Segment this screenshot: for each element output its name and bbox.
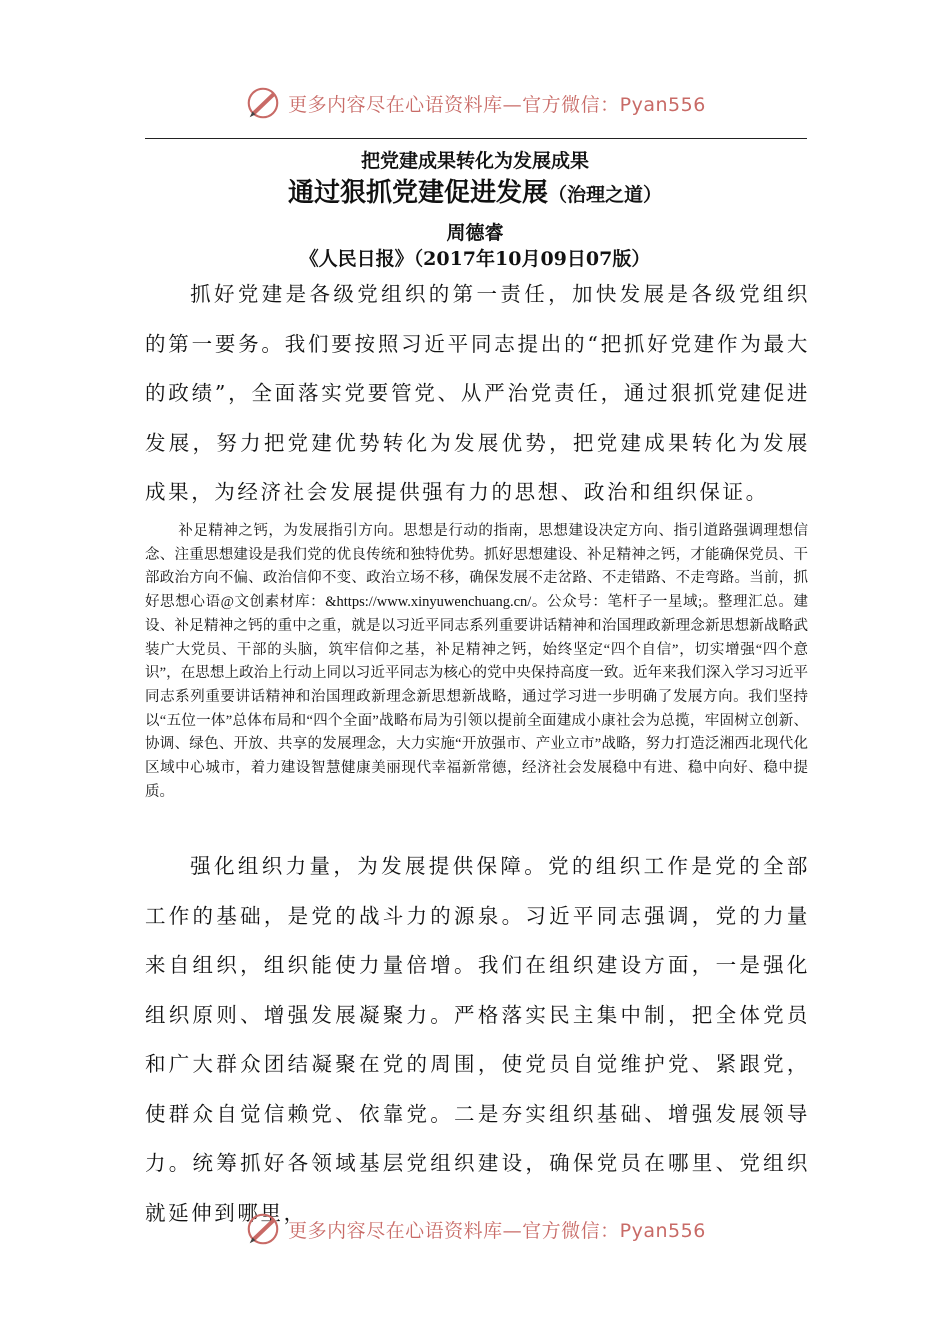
title-tag: （治理之道） <box>548 184 663 206</box>
paragraph-intro: 抓好党建是各级党组织的第一责任，加快发展是各级党组织的第一要务。我们要按照习近平同志提出的“把抓好党建作为最大的政绩”，全面落实党要管党、从严治党责任，通过狠抓党建促进发展，努力把党建优势转化为发展优势，把党建成果转化为发展成果，为经济社会发展提供强有力的思想、政治和组织保证。 <box>145 282 810 504</box>
pen-logo-icon <box>244 1210 282 1248</box>
paragraph-spirit: 补足精神之钙，为发展指引方向。思想是行动的指南，思想建设决定方向、指引道路强调理想信念、注重思想建设是我们党的优良传统和独特优势。抓好思想建设、补足精神之钙，才能确保党员、干部政治方向不偏、政治信仰不变、政治立场不移，确保发展不走岔路、不走错路、不走弯路。当前，抓好思想心语@文创素材库：&https://www.xinyuwenchuang.cn/。公众号：笔杆子一星域;。整理汇总。建设、补足精神之钙的重中之重，就是以习近平同志系列重要讲话精神和治国理政新理念新思想新战略武装广大党员、干部的头脑，筑牢信仰之基，补足精神之钙，始终坚定“四个自信”，切实增强“四个意识”，在思想上政治上行动上同以习近平同志为核心的党中央保持高度一致。近年来我们深入学习习近平同志系列重要讲话精神和治国理政新理念新思想新战略，通过学习进一步明确了发展方向。我们坚持以“五位一体”总体布局和“四个全面”战略布局为引领以提前全面建成小康社会为总揽，牢固树立创新、协调、绿色、开放、共享的发展理念，大力实施“开放强市、产业立市”战略，努力打造泛湘西北现代化区域中心城市，着力建设智慧健康美丽现代幸福新常德，经济社会发展稳中有进、稳中向好、稳中提质。 <box>145 523 808 800</box>
watermark-header <box>0 82 950 124</box>
pen-logo-icon <box>244 84 282 122</box>
article-subtitle: 把党建成果转化为发展成果 <box>360 150 589 172</box>
header-divider <box>145 138 807 139</box>
paragraph-organization: 强化组织力量，为发展提供保障。党的组织工作是党的全部工作的基础，是党的战斗力的源泉。习近平同志强调，党的力量来自组织，组织能使力量倍增。我们在组织建设方面，一是强化组织原则、增强发展凝聚力。严格落实民主集中制，把全体党员和广大群众团结凝聚在党的周围，使党员自觉维护党、紧跟党，使群众自觉信赖党、依靠党。二是夯实组织基础、增强发展领导力。统筹抓好各领域基层党组织建设，确保党员在哪里、党组织就延伸到哪里， <box>145 854 810 1225</box>
article-source: 《人民日报》（2017年10月09日07版） <box>299 248 651 270</box>
watermark-footer <box>0 1208 950 1250</box>
wechat-id: Pyan556 <box>619 1219 706 1242</box>
title-main: 通过狠抓党建促进发展 <box>287 178 548 208</box>
watermark-text: 更多内容尽在心语资料库—官方微信：Pyan556 <box>288 1219 706 1242</box>
wechat-id: Pyan556 <box>619 93 706 116</box>
article-author: 周德睿 <box>446 222 504 244</box>
watermark-text: 更多内容尽在心语资料库—官方微信：Pyan556 <box>288 93 706 116</box>
article-title <box>0 172 950 209</box>
